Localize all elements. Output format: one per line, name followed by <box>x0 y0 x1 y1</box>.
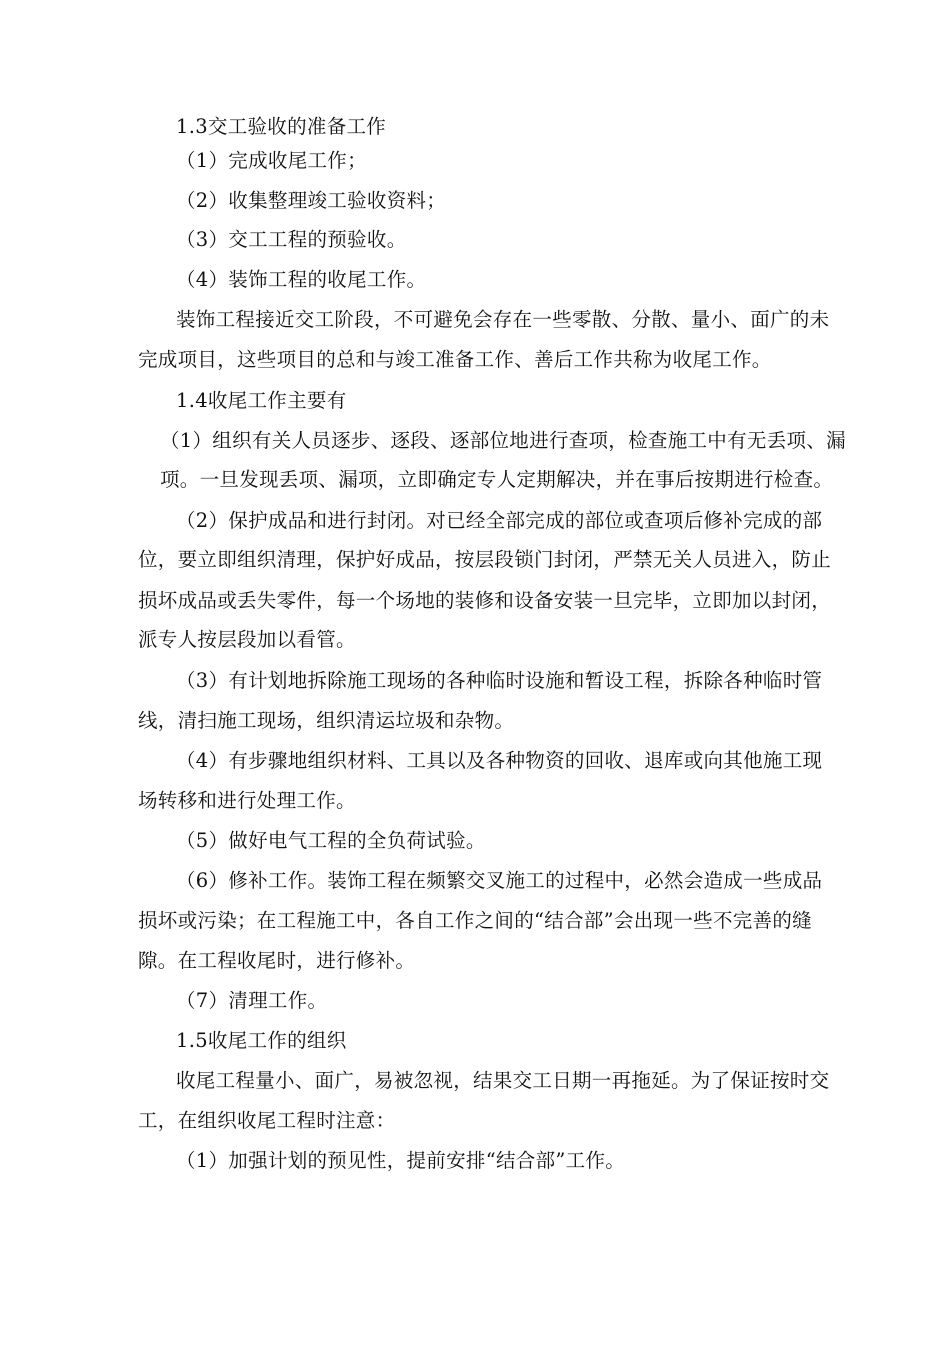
paragraph-line: 收尾工程量小、面广，易被忽视，结果交工日期一再拖延。为了保证按时交 <box>176 1069 830 1092</box>
paragraph-line: （2）保护成品和进行封闭。对已经全部完成的部位或查项后修补完成的部 <box>176 509 823 532</box>
paragraph-line: （7）清理工作。 <box>176 989 328 1012</box>
paragraph-line: （3）有计划地拆除施工现场的各种临时设施和暂设工程，拆除各种临时管 <box>176 669 823 692</box>
paragraph-line: 项。一旦发现丢项、漏项，立即确定专人定期解决，并在事后按期进行检查。 <box>160 468 834 491</box>
paragraph-line: 损坏或污染；在工程施工中，各自工作之间的“结合部”会出现一些不完善的缝 <box>138 909 812 932</box>
paragraph-line: 工，在组织收尾工程时注意： <box>138 1109 396 1132</box>
list-item: （2）收集整理竣工验收资料； <box>176 189 447 212</box>
paragraph-line: 场转移和进行处理工作。 <box>138 789 356 812</box>
paragraph-line: （6）修补工作。装饰工程在频繁交叉施工的过程中，必然会造成一些成品 <box>176 869 823 892</box>
paragraph-line: （1）加强计划的预见性，提前安排“结合部”工作。 <box>176 1149 626 1172</box>
paragraph-line: 隙。在工程收尾时，进行修补。 <box>138 949 416 972</box>
paragraph-line: 位，要立即组织清理，保护好成品，按层段锁门封闭，严禁无关人员进入，防止 <box>138 548 832 571</box>
paragraph-line: （5）做好电气工程的全负荷试验。 <box>176 829 486 852</box>
paragraph-line: （1）组织有关人员逐步、逐段、逐部位地进行查项，检查施工中有无丢项、漏 <box>160 429 846 452</box>
paragraph-line: （4）有步骤地组织材料、工具以及各种物资的回收、退库或向其他施工现 <box>176 749 823 772</box>
section-heading-1-4: 1.4收尾工作主要有 <box>176 389 347 412</box>
paragraph-line: 损坏成品或丢失零件，每一个场地的装修和设备安装一旦完毕，立即加以封闭， <box>138 589 832 612</box>
paragraph-line: 装饰工程接近交工阶段，不可避免会存在一些零散、分散、量小、面广的未 <box>176 308 830 331</box>
section-heading-1-5: 1.5收尾工作的组织 <box>176 1029 347 1052</box>
paragraph-line: 完成项目，这些项目的总和与竣工准备工作、善后工作共称为收尾工作。 <box>138 348 772 371</box>
paragraph-line: 派专人按层段加以看管。 <box>138 628 356 651</box>
list-item: （4）装饰工程的收尾工作。 <box>176 268 427 291</box>
list-item: （3）交工工程的预验收。 <box>176 228 407 251</box>
section-heading-1-3: 1.3交工验收的准备工作 <box>176 115 387 138</box>
list-item: （1）完成收尾工作； <box>176 149 367 172</box>
paragraph-line: 线，清扫施工现场，组织清运垃圾和杂物。 <box>138 709 515 732</box>
